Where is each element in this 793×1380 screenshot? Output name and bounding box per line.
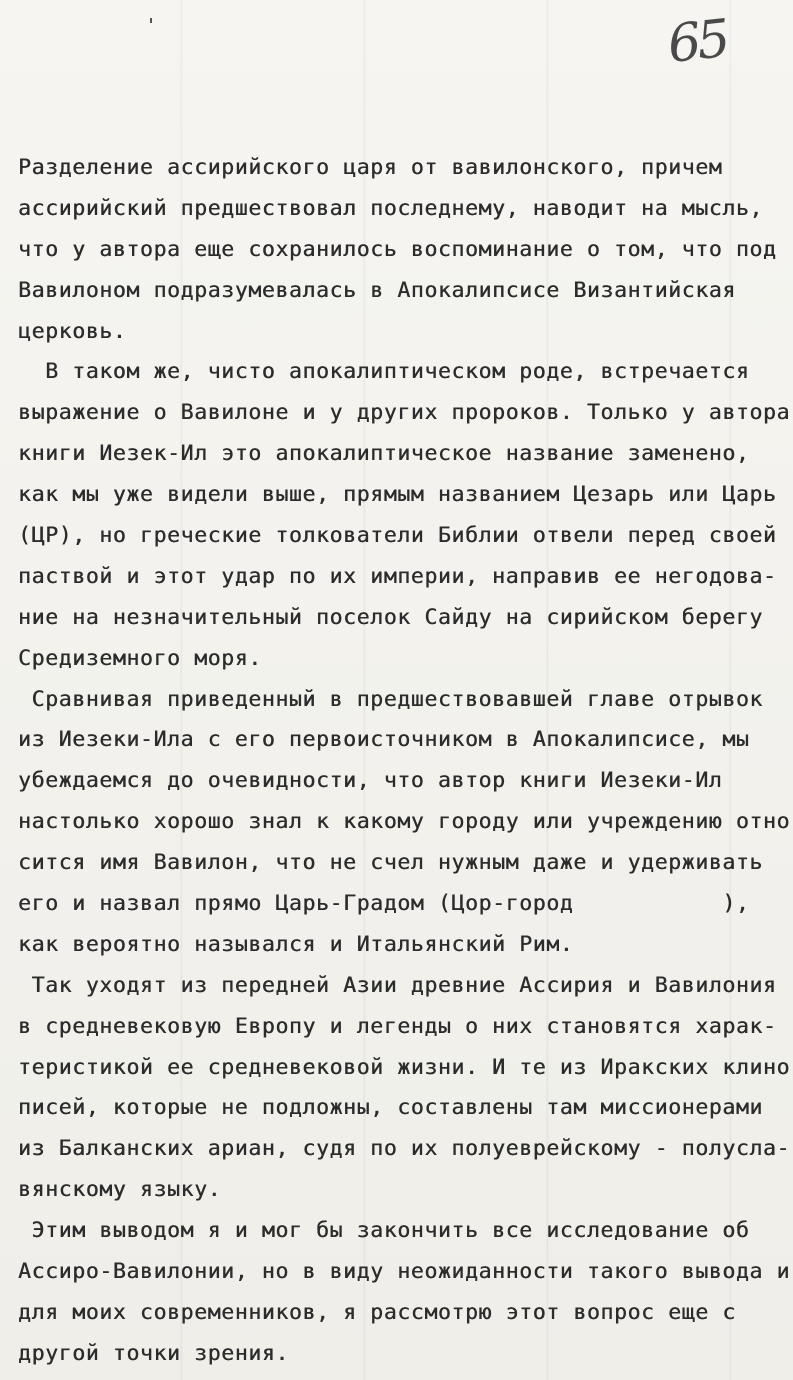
text-line: В таком же, чисто апокалиптическом роде, встречается — [18, 359, 750, 385]
text-line: его и назвал прямо Царь-Градом (Цор-город ), — [18, 891, 750, 917]
text-line: книги Иезек-Ил это апокалиптическое название заменено, — [18, 441, 750, 467]
text-line: Вавилоном подразумевалась в Апокалипсисе Византийская — [18, 277, 736, 303]
text-line: вянскому языку. — [18, 1177, 222, 1203]
text-line: как вероятно назывался и Итальянский Рим. — [18, 931, 574, 957]
text-line: паствой и этот удар по их империи, направив ее негодова- — [18, 563, 777, 589]
text-line: теристикой ее средневековой жизни. И те из Иракских клино — [18, 1054, 791, 1080]
text-line: убеждаемся до очевидности, что автор книги Иезеки-Ил — [18, 768, 723, 794]
text-line: выражение о Вавилоне и у других пророков. Только у автора — [18, 400, 791, 426]
text-line: другой точки зрения. — [18, 1340, 289, 1366]
text-line: (ЦР), но греческие толкователи Библии отвели перед своей — [18, 523, 777, 549]
text-line: Средиземного моря. — [18, 645, 262, 671]
text-line: из Балканских ариан, судя по их полуеврейскому - полусла- — [18, 1136, 791, 1162]
ink-speck — [150, 18, 152, 23]
page-number: 65 — [665, 9, 730, 75]
text-line: для моих современников, я рассмотрю этот вопрос еще с — [18, 1299, 736, 1325]
text-line: писей, которые не подложны, составлены там миссионерами — [18, 1095, 763, 1121]
typescript-body — [18, 148, 791, 1375]
text-line: что у автора еще сохранилось воспоминание о том, что под — [18, 236, 777, 262]
text-line: Сравнивая приведенный в предшествовавшей главе отрывок — [18, 686, 763, 712]
text-line: настолько хорошо знал к какому городу или учреждению отно — [18, 809, 791, 835]
text-line: Этим выводом я и мог бы закончить все исследование об — [18, 1218, 750, 1244]
text-line: из Иезеки-Ила с его первоисточником в Апокалипсисе, мы — [18, 727, 750, 753]
text-line: Разделение ассирийского царя от вавилонского, причем — [18, 155, 723, 180]
text-line: как мы уже видели выше, прямым названием Цезарь или Царь — [18, 482, 777, 508]
text-line: церковь. — [18, 318, 127, 344]
text-line: в средневековую Европу и легенды о них становятся харак- — [18, 1013, 777, 1039]
text-line: ние на незначительный поселок Сайду на сирийском берегу — [18, 604, 763, 630]
text-line: Так уходят из передней Азии древние Ассирия и Вавилония — [18, 972, 777, 998]
text-line: Ассиро-Вавилонии, но в виду неожиданности такого вывода и — [18, 1259, 791, 1285]
text-line: ассирийский предшествовал последнему, наводит на мысль, — [18, 195, 763, 221]
text-line: сится имя Вавилон, что не счел нужным даже и удерживать — [18, 850, 763, 876]
